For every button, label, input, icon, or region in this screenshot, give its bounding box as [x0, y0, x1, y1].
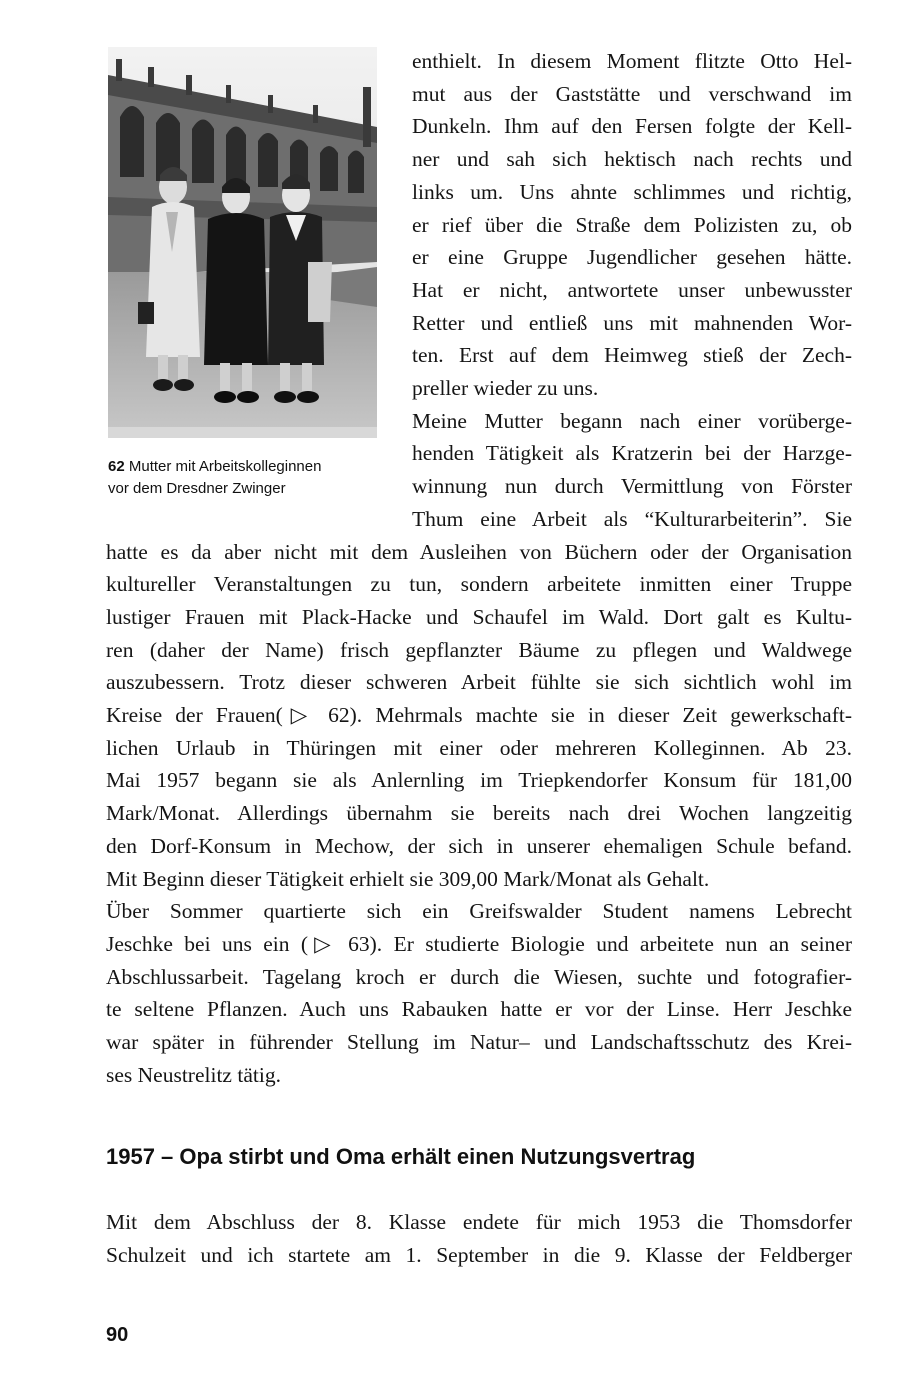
body-text: [106, 45, 852, 1092]
text-line: Mai 1957 begann sie als Anlernling im Triepkendorfer Konsum für 181,00: [106, 768, 852, 793]
section-text: [106, 1206, 852, 1271]
text-line: kultureller Veranstaltungen zu tun, sondern arbeitete inmitten einer Truppe: [106, 572, 852, 597]
text-line: Schulzeit und ich startete am 1. September in die 9. Klasse der Feldberger: [106, 1242, 852, 1267]
text-line: Mark/Monat. Allerdings übernahm sie bereits nach drei Wochen langzeitig: [106, 801, 852, 826]
caption-line-1: Mutter mit Arbeitskolleginnen: [128, 458, 322, 475]
text-line: ses Neustrelitz tätig.: [106, 1062, 281, 1087]
text-line: lichen Urlaub in Thüringen mit einer oder mehreren Kolleginnen. Ab 23.: [106, 735, 852, 760]
text-line: mut aus der Gaststätte und verschwand im: [412, 81, 852, 106]
text-line: auszubessern. Trotz dieser schweren Arbeit fühlte sie sich sichtlich wohl im: [106, 670, 852, 695]
text-line: war später in führender Stellung im Natur– und Landschaftsschutz des Krei-: [106, 1030, 852, 1055]
text-line: te seltene Pflanzen. Auch uns Rabauken hatte er vor der Linse. Herr Jeschke: [106, 997, 852, 1022]
text-line: Kreise der Frauen(▷ 62). Mehrmals machte sie in dieser Zeit gewerkschaft-: [106, 703, 852, 728]
text-line: Jeschke bei uns ein (▷ 63). Er studierte Biologie und arbeitete nun an seiner: [106, 931, 852, 956]
text-line: henden Tätigkeit als Kratzerin bei der Harzge-: [412, 441, 852, 466]
text-line: hatte es da aber nicht mit dem Ausleihen von Büchern oder der Organisation: [106, 539, 852, 564]
figure-number: 62: [108, 458, 125, 475]
text-line: enthielt. In diesem Moment flitzte Otto Hel-: [412, 49, 852, 73]
text-line: er rief über die Straße dem Polizisten zu, ob: [412, 212, 852, 237]
page-number: 90: [106, 1324, 129, 1346]
text-line: links um. Uns ahnte schlimmes und richtig,: [412, 179, 852, 204]
text-line: Dunkeln. Ihm auf den Fersen folgte der Kell-: [412, 114, 852, 139]
text-line: winnung nun durch Vermittlung von Förster: [412, 474, 852, 499]
text-line: Retter und entließ uns mit mahnenden Wor-: [412, 310, 852, 335]
text-line: Thum eine Arbeit als “Kulturarbeiterin”. Sie: [412, 506, 852, 531]
text-line: ten. Erst auf dem Heimweg stieß der Zech-: [412, 343, 852, 368]
text-line: Meine Mutter begann nach einer vorüberge-: [412, 408, 852, 433]
text-line: Hat er nicht, antwortete unser unbewusster: [412, 277, 852, 302]
caption-line-2: vor dem Dresdner Zwinger: [108, 480, 286, 497]
text-line: er eine Gruppe Jugendlicher gesehen hätte.: [412, 245, 852, 270]
text-line: Abschlussarbeit. Tagelang kroch er durch die Wiesen, suchte und fotografier-: [106, 964, 852, 989]
text-line: ren (daher der Name) frisch gepflanzter Bäume zu pflegen und Waldwege: [106, 637, 852, 662]
text-line: lustiger Frauen mit Plack-Hacke und Schaufel im Wald. Dort galt es Kultu-: [106, 604, 852, 629]
section-heading: 1957 – Opa stirbt und Oma erhält einen Nutzungsvertrag: [106, 1144, 696, 1169]
text-line: Über Sommer quartierte sich ein Greifswalder Student namens Lebrecht: [106, 899, 852, 924]
text-line: preller wieder zu uns.: [412, 376, 599, 401]
text-line: ner und sah sich hektisch nach rechts und: [412, 147, 852, 172]
text-line: den Dorf-Konsum in Mechow, der sich in unserer ehemaligen Schule befand.: [106, 833, 852, 858]
text-line: Mit Beginn dieser Tätigkeit erhielt sie 309,00 Mark/Monat als Gehalt.: [106, 866, 710, 891]
text-line: Mit dem Abschluss der 8. Klasse endete für mich 1953 die Thomsdorfer: [106, 1210, 852, 1234]
